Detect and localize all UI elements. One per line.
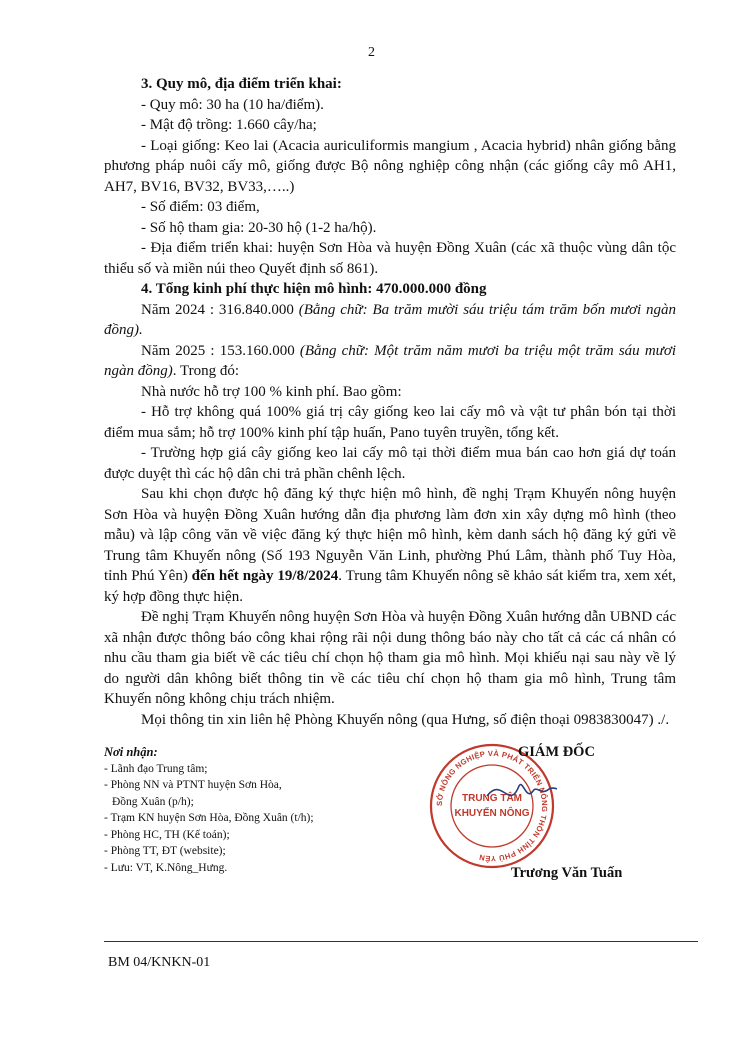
scale-item: - Quy mô: 30 ha (10 ha/điểm). [141, 96, 324, 113]
support-item: - Trường hợp giá cây giống keo lai cấy mô tại thời điểm mua bán cao hơn giá dự toán được duyệt thì các hộ dân chi trả phần chênh lệch. [104, 445, 676, 482]
households-item: - Số hộ tham gia: 20-30 hộ (1-2 ha/hộ). [141, 219, 377, 236]
form-code: BM 04/KNKN-01 [108, 955, 211, 970]
director-title: GIÁM ĐỐC [518, 744, 595, 760]
budget-2025 [104, 341, 676, 382]
budget-2024 [104, 300, 676, 341]
budget-2025-suffix: . Trong đó: [172, 363, 240, 379]
footer-divider [104, 941, 698, 942]
stamp-center-text-2: KHUYẾN NÔNG [454, 808, 530, 819]
page-number: 2 [368, 45, 375, 60]
section-3-title: 3. Quy mô, địa điểm triển khai: [141, 76, 342, 92]
director-name: Trương Văn Tuấn [511, 865, 623, 881]
recipient-item: - Phòng NN và PTNT huyện Sơn Hòa, [104, 779, 282, 791]
stamp-inner-ring [451, 765, 533, 847]
density-item: - Mật độ trồng: 1.660 cây/ha; [141, 117, 317, 133]
stamp-ring-text [435, 749, 549, 863]
stamp-center-text: TRUNG TÂM [462, 793, 522, 804]
registration-paragraph [104, 484, 676, 607]
budget-2025-words: (Bằng chữ: Một trăm năm mươi ba triệu một trăm sáu mươi ngàn đồng) [104, 342, 677, 379]
sites-item: - Số điểm: 03 điểm, [141, 199, 260, 215]
support-item: - Hỗ trợ không quá 100% giá trị cây giống keo lai cấy mô và vật tư phân bón tại thời điểm mua sắm; hỗ trợ 100% kinh phí tập huấn, Pano tuyên truyền, tổng kết. [104, 404, 676, 441]
budget-2024-amount: Năm 2024 : 316.840.000 [141, 301, 299, 318]
recipient-item: - Lưu: VT, K.Nông_Hưng. [104, 861, 228, 874]
registration-text: Sau khi chọn được hộ đăng ký thực hiện mô hình, đề nghị Trạm Khuyến nông huyện Sơn Hòa và huyện Đồng Xuân hướng dẫn địa phương làm đơn xin xây dựng mô hình (theo mẫu) và lập công văn về việc đăng ký thực hiện mô hình, kèm danh sách hộ đăng ký gửi về Trung tâm Khuyến nông (Số 193 Nguyễn Văn Linh, phường Phú Lâm, thành phố Tuy Hòa, tỉnh Phú Yên) [104, 486, 676, 584]
contact-paragraph: Mọi thông tin xin liên hệ Phòng Khuyến nông (qua Hưng, số điện thoại 0983830047) ./. [141, 711, 670, 728]
stamp-ring-textpath: SỞ NÔNG NGHIỆP VÀ PHÁT TRIỂN NÔNG THÔN TỈNH PHÚ YÊN [434, 748, 550, 864]
variety-item: - Loại giống: Keo lai (Acacia auriculiformis mangium , Acacia hybrid) nhân giống bằng phương pháp nuôi cấy mô, giống được Bộ nông nghiệp công nhận (các giống cây mô AH1, AH7, BV16, BV32, BV33,…..) [104, 137, 676, 195]
recipient-item: Đồng Xuân (p/h); [112, 795, 194, 808]
recipients-header: Nơi nhận: [104, 745, 158, 759]
recipient-item: - Trạm KN huyện Sơn Hòa, Đồng Xuân (t/h); [104, 812, 314, 824]
document-body [104, 74, 676, 730]
state-support: Nhà nước hỗ trợ 100 % kinh phí. Bao gồm: [141, 383, 402, 400]
section-4-title: 4. Tổng kinh phí thực hiện mô hình: 470.000.000 đồng [141, 281, 487, 297]
budget-2024-words: (Bằng chữ: Ba trăm mười sáu triệu tám trăm bốn mươi ngàn đồng). [104, 301, 677, 338]
announcement-paragraph: Đề nghị Trạm Khuyến nông huyện Sơn Hòa và huyện Đồng Xuân hướng dẫn UBND các xã nhận được thông báo công khai rộng rãi nội dung thông báo này cho tất cả các cá nhân có nhu cầu tham gia biết về các tiêu chí chọn hộ tham gia mô hình. Mọi khiếu nại sau này về lý do người dân không biết thông tin về các tiêu chí chọn hộ tham gia mô hình, Trung tâm Khuyến nông không chịu trách nhiệm. [104, 609, 676, 707]
recipient-item: - Lãnh đạo Trung tâm; [104, 762, 208, 775]
recipient-item: - Phòng TT, ĐT (website); [104, 845, 226, 857]
deadline: đến hết ngày 19/8/2024 [191, 568, 339, 584]
registration-text-end: . Trung tâm Khuyến nông sẽ khảo sát kiểm tra, xem xét, ký hợp đồng thực hiện. [104, 568, 677, 605]
stamp-outer-ring [431, 745, 553, 867]
location-item: - Địa điểm triển khai: huyện Sơn Hòa và huyện Đồng Xuân (các xã thuộc vùng dân tộc thiểu số và miền núi theo Quyết định số 861). [104, 240, 676, 277]
recipients [104, 744, 404, 876]
budget-2025-amount: Năm 2025 : 153.160.000 [141, 342, 300, 359]
recipient-item: - Phòng HC, TH (Kế toán); [104, 828, 230, 841]
signature-block [104, 744, 676, 894]
